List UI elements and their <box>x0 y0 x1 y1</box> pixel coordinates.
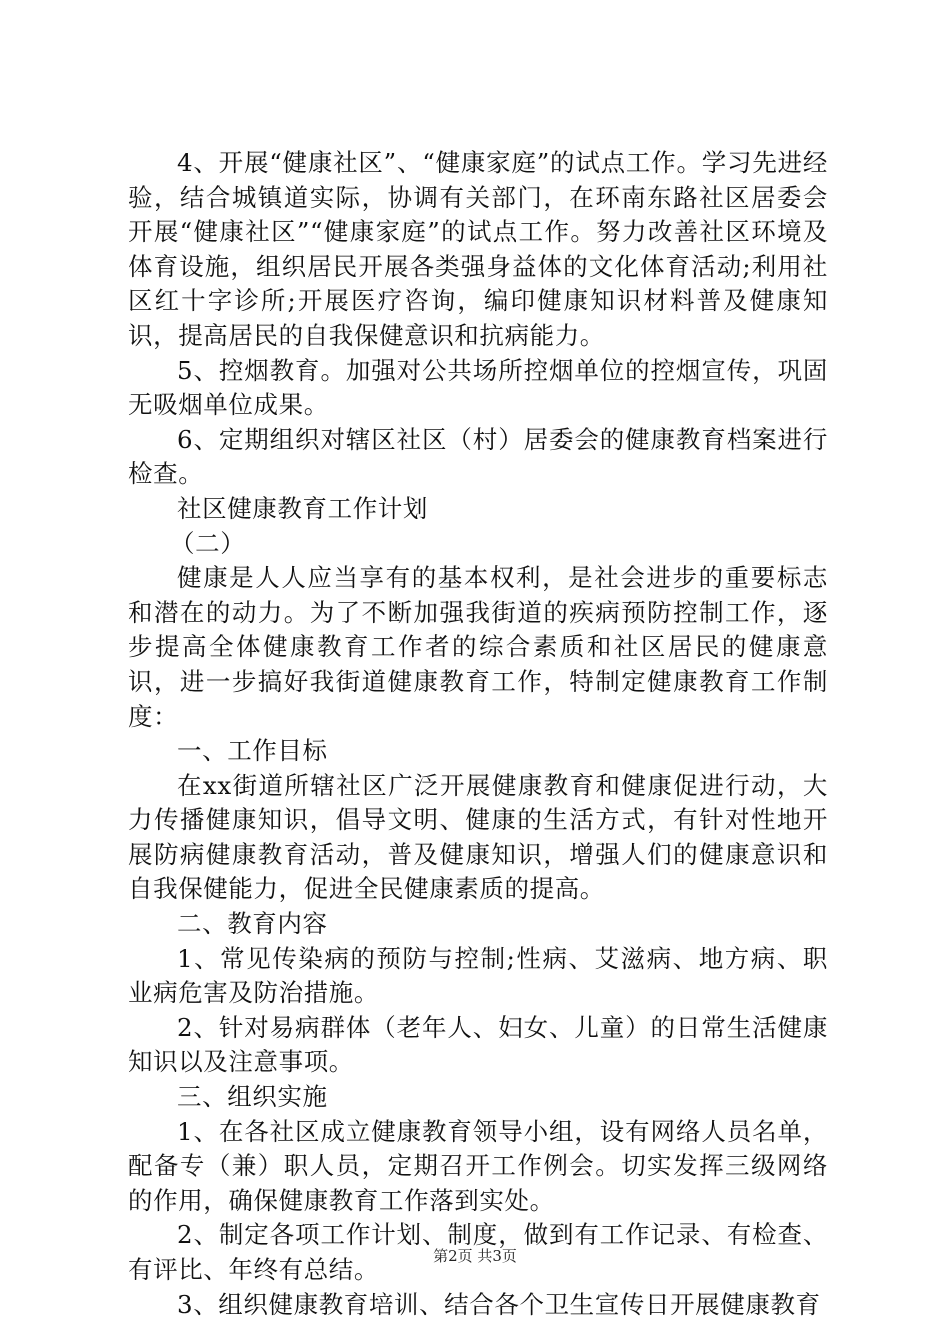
education-content-item-1: 1、常见传染病的预防与控制;性病、艾滋病、地方病、职业病危害及防治措施。 <box>128 943 828 1008</box>
education-content-item-2: 2、针对易病群体（老年人、妇女、儿童）的日常生活健康知识以及注意事项。 <box>128 1012 828 1077</box>
implementation-item-3: 3、组织健康教育培训、结合各个卫生宣传日开展健康教育 <box>177 1289 821 1319</box>
intro-paragraph: 健康是人人应当享有的基本权利，是社会进步的重要标志和潜在的动力。为了不断加强我街道的疾病预防控制工作，逐步提高全体健康教育工作者的综合素质和社区居民的健康意识，进一步搞好我街道健康教育工作，特制定健康教育工作制度： <box>128 563 828 731</box>
work-goals-paragraph: 在xx街道所辖社区广泛开展健康教育和健康促进行动，大力传播健康知识，倡导文明、健康的生活方式，有针对性地开展防病健康教育活动，普及健康知识，增强人们的健康意识和自我保健能力，促进全民健康素质的提高。 <box>128 770 828 904</box>
implementation-item-2: 2、制定各项工作计划、制度，做到有工作记录、有检查、有评比、年终有总结。 <box>128 1220 828 1284</box>
document-body <box>128 146 828 1322</box>
section-title: 社区健康教育工作计划 <box>177 493 428 523</box>
heading-work-goals: 一、工作目标 <box>177 736 328 766</box>
heading-education-content: 二、教育内容 <box>177 909 328 939</box>
paragraph-item-6: 6、定期组织对辖区社区（村）居委会的健康教育档案进行检查。 <box>128 424 828 489</box>
paragraph-item-5: 5、控烟教育。加强对公共场所控烟单位的控烟宣传，巩固无吸烟单位成果。 <box>128 355 828 420</box>
heading-implementation: 三、组织实施 <box>177 1082 328 1112</box>
section-subtitle: （二） <box>170 528 246 558</box>
implementation-item-1: 1、在各社区成立健康教育领导小组，设有网络人员名单，配备专（兼）职人员，定期召开工作例会。切实发挥三级网络的作用，确保健康教育工作落到实处。 <box>128 1116 828 1215</box>
page-number-footer: 第2页 共3页 <box>433 1247 517 1265</box>
paragraph-item-4: 4、开展“健康社区”、“健康家庭”的试点工作。学习先进经验，结合城镇道实际，协调有关部门，在环南东路社区居委会开展“健康社区”“健康家庭”的试点工作。努力改善社区环境及体育设施，组织居民开展各类强身益体的文化体育活动;利用社区红十字诊所;开展医疗咨询，编印健康知识材料普及健康知识，提高居民的自我保健意识和抗病能力。 <box>128 148 828 350</box>
